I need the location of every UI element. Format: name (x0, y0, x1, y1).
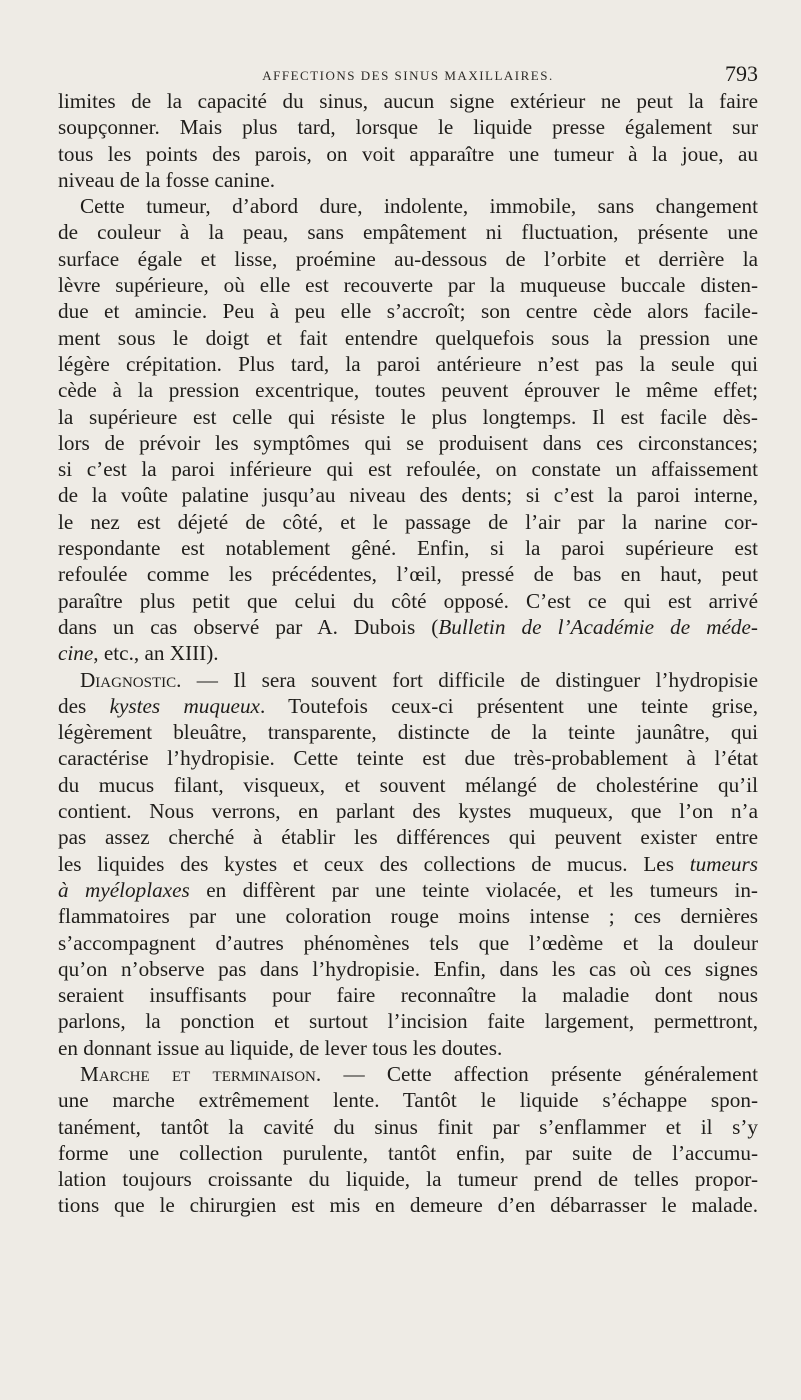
text-line (58, 851, 758, 877)
text-line: parlons, la ponction et surtout l’incision faite largement, permettront, (58, 1009, 758, 1034)
text-line: de la voûte palatine jusqu’au niveau des dents; si c’est la paroi interne, (58, 483, 758, 508)
text-line (58, 1061, 758, 1087)
text-line: lèvre supérieure, où elle est recouverte par la muqueuse buccale disten- (58, 273, 758, 298)
text-segment: . Toutefois ceux-ci présentent une teinte grise, (259, 693, 758, 718)
text-line: de couleur à la peau, sans empâtement ni fluctuation, présente une (58, 220, 758, 245)
text-line: tanément, tantôt la cavité du sinus finit par s’enflammer et il s’y (58, 1114, 758, 1139)
text-line: si c’est la paroi inférieure qui est refoulée, on constate un affaissement (58, 457, 758, 482)
citation-italic: Bulletin de l’Académie de méde- (438, 614, 758, 639)
text-line: en donnant issue au liquide, de lever tous les doutes. (58, 1035, 503, 1060)
section-heading-marche: Marche et terminaison. (80, 1061, 322, 1086)
text-line: du mucus filant, visqueux, et souvent mélangé de cholestérine qu’il (58, 772, 758, 797)
text-segment: , etc., an XIII). (93, 641, 219, 666)
text-segment: les liquides des kystes et ceux des collections de mucus. Les (58, 851, 690, 876)
page-header (58, 60, 758, 90)
text-line (58, 640, 758, 666)
text-line (58, 614, 758, 640)
text-line (58, 693, 758, 719)
text-line: due et amincie. Peu à peu elle s’accroît; son centre cède alors facile- (58, 299, 758, 324)
text-line: surface égale et lisse, proémine au-dessous de l’orbite et derrière la (58, 246, 758, 271)
text-line: pas assez cherché à établir les différences qui peuvent exister entre (58, 825, 758, 850)
text-line: forme une collection purulente, tantôt enfin, par suite de l’accumu- (58, 1140, 758, 1165)
text-line: cède à la pression excentrique, toutes peuvent éprouver le même effet; (58, 378, 758, 403)
text-line: une marche extrêmement lente. Tantôt le liquide s’échappe spon- (58, 1088, 758, 1113)
text-line: respondante est notablement gêné. Enfin, si la paroi supérieure est (58, 536, 758, 561)
text-line: tions que le chirurgien est mis en demeure d’en débarrasser le malade. (58, 1193, 758, 1218)
text-line: le nez est déjeté de côté, et le passage de l’air par la narine cor- (58, 509, 758, 534)
text-line: limites de la capacité du sinus, aucun signe extérieur ne peut la faire (58, 89, 758, 113)
text-segment: en diffèrent par une teinte violacée, et les tumeurs in- (189, 877, 758, 902)
text-line: légèrement bleuâtre, transparente, distincte de la teinte jaunâtre, qui (58, 720, 758, 745)
italic-term: kystes muqueux (109, 693, 260, 718)
body-text (58, 88, 758, 1219)
text-segment: — Il sera souvent fort difficile de distinguer l’hydropisie (181, 667, 758, 692)
running-title: AFFECTIONS DES SINUS MAXILLAIRES. (262, 68, 554, 83)
text-line: niveau de la fosse canine. (58, 167, 276, 192)
text-segment: — Cette affection présente généralement (321, 1061, 758, 1086)
text-line: contient. Nous verrons, en parlant des kystes muqueux, que l’on n’a (58, 799, 758, 824)
text-line: caractérise l’hydropisie. Cette teinte est due très-probablement à l’état (58, 746, 758, 771)
text-line: qu’on n’observe pas dans l’hydropisie. Enfin, dans les cas où ces signes (58, 956, 758, 981)
text-line: tous les points des parois, on voit apparaître une tumeur à la joue, au (58, 141, 758, 166)
text-line: ment sous le doigt et fait entendre quelquefois sous la pression une (58, 325, 758, 350)
text-segment: dans un cas observé par A. Dubois ( (58, 614, 439, 639)
text-line: refoulée comme les précédentes, l’œil, pressé de bas en haut, peut (58, 562, 758, 587)
text-line: lors de prévoir les symptômes qui se produisent dans ces circonstances; (58, 430, 758, 455)
text-line: paraître plus petit que celui du côté opposé. C’est ce qui est arrivé (58, 588, 758, 613)
text-line: légère crépitation. Plus tard, la paroi antérieure n’est pas la seule qui (58, 351, 758, 376)
text-line: s’accompagnent d’autres phénomènes tels que l’œdème et la douleur (58, 930, 758, 955)
text-line: la supérieure est celle qui résiste le plus longtemps. Il est facile dès- (58, 404, 758, 429)
text-line: seraient insuffisants pour faire reconnaître la maladie dont nous (58, 983, 758, 1008)
italic-term: à myéloplaxes (58, 877, 190, 902)
text-segment: des (58, 693, 110, 718)
text-line: Cette tumeur, d’abord dure, indolente, immobile, sans changement (80, 194, 758, 219)
text-line (58, 877, 758, 903)
citation-italic: cine (58, 641, 94, 666)
text-line: lation toujours croissante du liquide, la tumeur prend de telles propor- (58, 1167, 758, 1192)
text-line: flammatoires par une coloration rouge moins intense ; ces dernières (58, 904, 758, 929)
section-heading-diagnostic: Diagnostic. (80, 667, 182, 692)
text-line: soupçonner. Mais plus tard, lorsque le liquide presse également sur (58, 115, 758, 140)
text-line (58, 667, 758, 693)
page-number: 793 (725, 61, 758, 86)
italic-term: tumeurs (689, 851, 758, 876)
